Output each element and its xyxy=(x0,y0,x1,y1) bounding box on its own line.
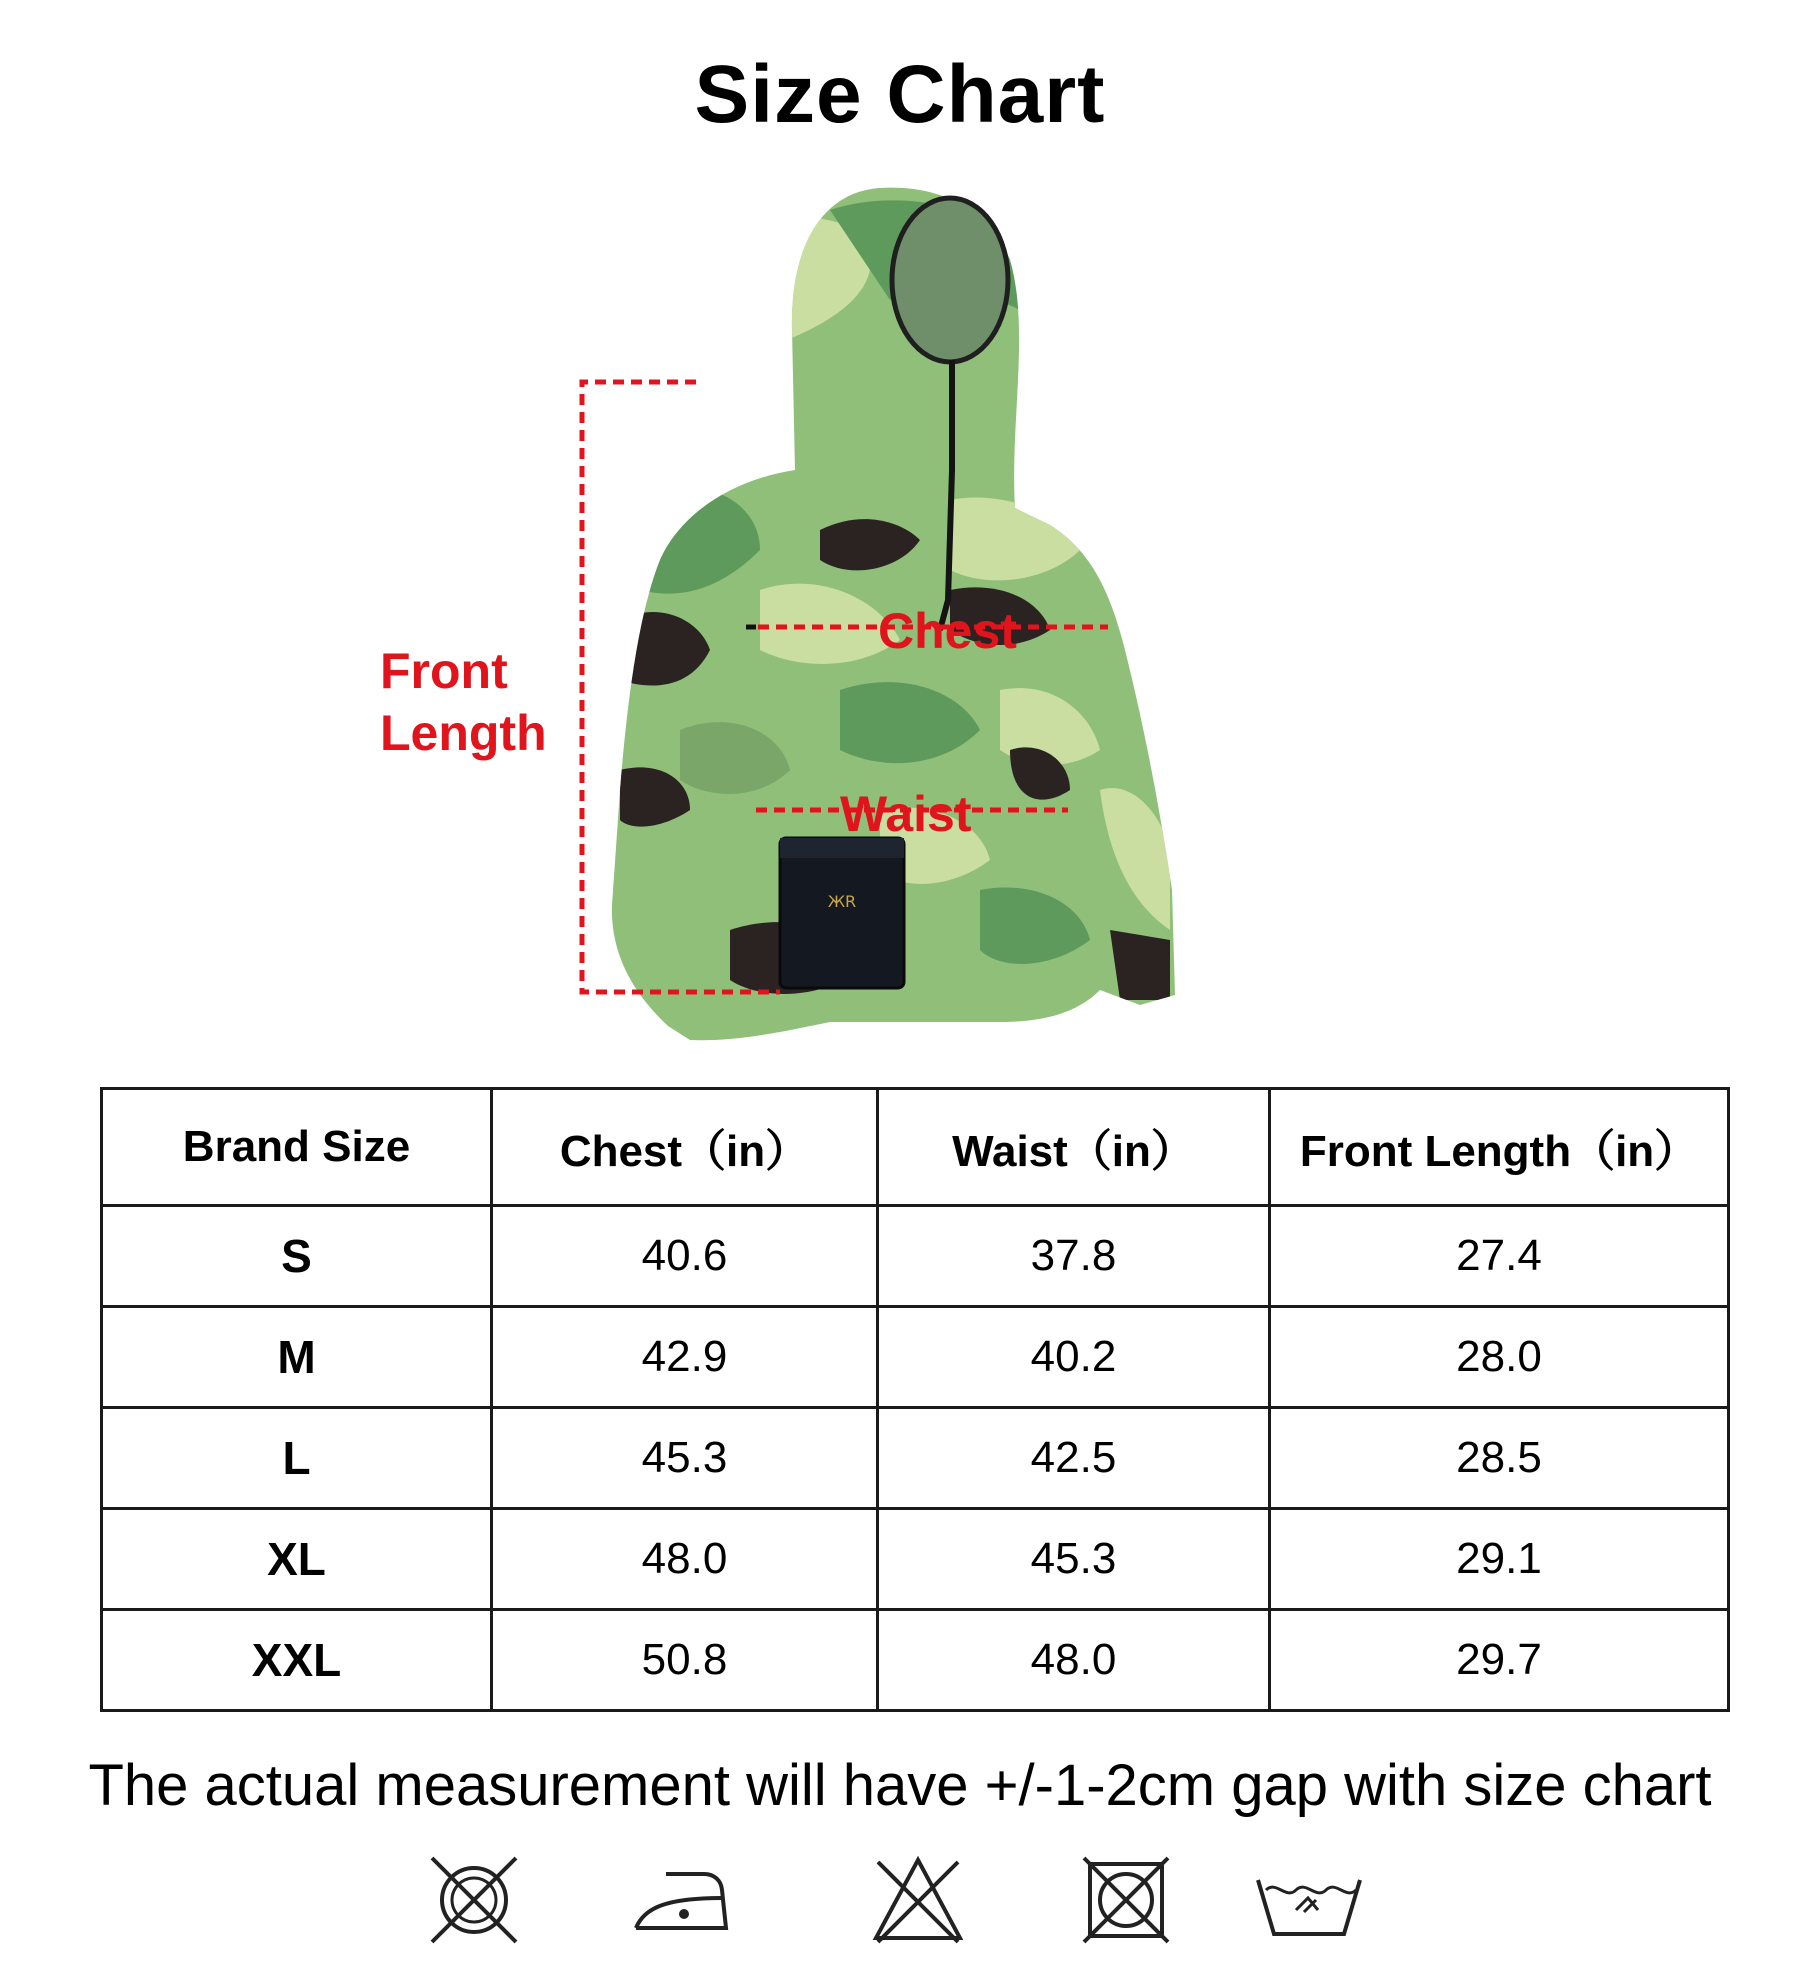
size-cell: L xyxy=(102,1408,492,1509)
waist-cell: 40.2 xyxy=(878,1307,1270,1408)
chest-label: Chest xyxy=(878,603,1017,659)
chest-cell: 42.9 xyxy=(492,1307,878,1408)
size-cell: XXL xyxy=(102,1610,492,1711)
size-cell: M xyxy=(102,1307,492,1408)
iron-icon xyxy=(626,1850,736,1950)
page-title: Size Chart xyxy=(694,49,1106,140)
do-not-wash-dry-icon xyxy=(424,1850,524,1950)
chest-cell: 40.6 xyxy=(492,1206,878,1307)
waist-cell: 42.5 xyxy=(878,1408,1270,1509)
size-cell: S xyxy=(102,1206,492,1307)
front-length-cell: 28.5 xyxy=(1270,1408,1729,1509)
do-not-bleach-icon xyxy=(868,1850,968,1950)
front-length-cell: 27.4 xyxy=(1270,1206,1729,1307)
logo-mark: ЖR xyxy=(827,892,857,911)
size-table xyxy=(100,1087,1730,1712)
header-waist: Waist（in） xyxy=(878,1089,1270,1206)
front-length-cell: 29.7 xyxy=(1270,1610,1729,1711)
header-front-length: Front Length（in） xyxy=(1270,1089,1729,1206)
waist-label: Waist xyxy=(840,786,972,842)
chest-cell: 48.0 xyxy=(492,1509,878,1610)
table-row xyxy=(102,1509,1729,1610)
table-row xyxy=(102,1206,1729,1307)
table-header-row xyxy=(102,1089,1729,1206)
waist-cell: 48.0 xyxy=(878,1610,1270,1711)
garment-figure xyxy=(0,170,1800,1050)
chest-cell: 50.8 xyxy=(492,1610,878,1711)
front-length-cell: 28.0 xyxy=(1270,1307,1729,1408)
table-row xyxy=(102,1610,1729,1711)
size-cell: XL xyxy=(102,1509,492,1610)
header-brand-size: Brand Size xyxy=(102,1089,492,1206)
front-length-cell: 29.1 xyxy=(1270,1509,1729,1610)
measurement-note: The actual measurement will have +/-1-2cm gap with size chart xyxy=(88,1753,1712,1818)
table-row xyxy=(102,1408,1729,1509)
header-chest: Chest（in） xyxy=(492,1089,878,1206)
do-not-tumble-dry-icon xyxy=(1076,1850,1176,1950)
waist-cell: 37.8 xyxy=(878,1206,1270,1307)
table-row xyxy=(102,1307,1729,1408)
chest-cell: 45.3 xyxy=(492,1408,878,1509)
front-length-label: Front Length xyxy=(380,643,547,761)
hand-wash-icon xyxy=(1252,1850,1366,1950)
waist-cell: 45.3 xyxy=(878,1509,1270,1610)
